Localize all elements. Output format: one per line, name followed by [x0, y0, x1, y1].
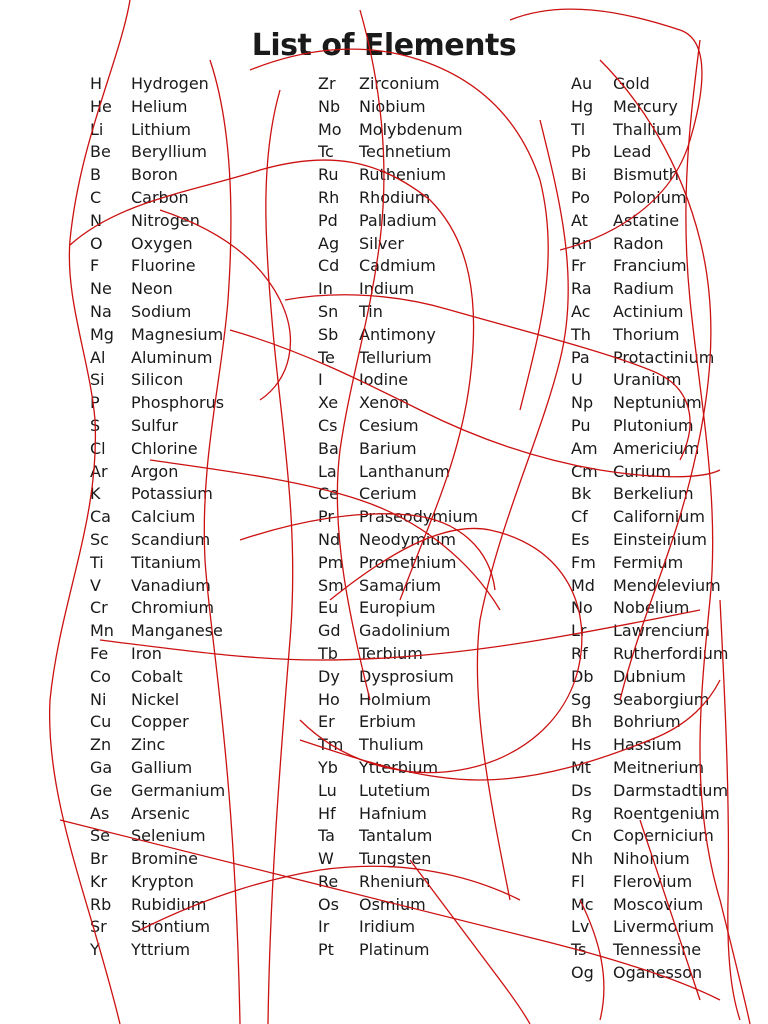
element-symbol: Rb	[90, 894, 112, 914]
element-symbol: Fl	[571, 871, 585, 891]
element-name: Lanthanum	[359, 461, 450, 481]
element-name: Krypton	[131, 871, 194, 891]
element-symbol: Tb	[318, 643, 338, 663]
element-name: Protactinium	[613, 347, 715, 367]
element-name: Uranium	[613, 370, 682, 390]
element-name: Californium	[613, 507, 705, 527]
element-symbol: Mo	[318, 119, 342, 139]
element-symbol: Au	[571, 74, 593, 93]
element-symbol: F	[90, 256, 100, 276]
element-symbol: Ac	[571, 301, 591, 321]
element-name: Chromium	[131, 598, 215, 618]
element-symbol: Bi	[571, 165, 587, 185]
element-name: Ytterbium	[359, 757, 439, 777]
element-name: Francium	[613, 256, 687, 276]
element-symbol: Be	[90, 142, 111, 162]
element-symbol: Mn	[90, 621, 114, 641]
element-name: Sulfur	[131, 415, 179, 435]
element-name: Helium	[131, 96, 188, 116]
element-name: Molybdenum	[359, 119, 463, 139]
element-symbol: Dy	[318, 666, 340, 686]
element-symbol: H	[90, 74, 103, 93]
element-symbol: Cl	[90, 438, 106, 458]
element-name: Astatine	[613, 210, 680, 230]
element-symbol: Mg	[90, 324, 114, 344]
element-name: Hydrogen	[131, 74, 209, 93]
element-symbol: Sr	[90, 917, 107, 937]
element-name: Carbon	[131, 187, 189, 207]
element-name: Manganese	[131, 621, 223, 641]
element-symbol: Cn	[571, 826, 593, 846]
element-symbol: V	[90, 575, 101, 595]
element-name: Erbium	[359, 712, 417, 732]
element-symbol: Ag	[318, 233, 340, 253]
element-name: Moscovium	[613, 894, 704, 914]
element-name: Bismuth	[613, 165, 679, 185]
element-name: Platinum	[359, 940, 430, 960]
element-name: Zirconium	[359, 74, 440, 93]
element-name: Oxygen	[131, 233, 193, 253]
element-name: Cerium	[359, 484, 417, 504]
element-name: Neodymium	[359, 529, 456, 549]
element-symbol: W	[318, 849, 334, 869]
element-name: Barium	[359, 438, 417, 458]
element-symbol: Tc	[318, 142, 334, 162]
element-name: Europium	[359, 598, 436, 618]
element-symbol: Th	[571, 324, 591, 344]
element-symbol: Sg	[571, 689, 592, 709]
element-symbol: Si	[90, 370, 105, 390]
element-name: Sodium	[131, 301, 192, 321]
element-symbol: Ni	[90, 689, 107, 709]
element-symbol: Se	[90, 826, 110, 846]
element-symbol: Ds	[571, 780, 592, 800]
element-symbol: K	[90, 484, 101, 504]
element-name: Roentgenium	[613, 803, 720, 823]
element-symbol: Ga	[90, 757, 113, 777]
element-symbol: He	[90, 96, 112, 116]
element-symbol: Er	[318, 712, 335, 732]
element-symbol: Cs	[318, 415, 338, 435]
element-symbol: I	[318, 370, 323, 390]
element-symbol: Kr	[90, 871, 108, 891]
element-name: Rubidium	[131, 894, 207, 914]
element-symbol: Ba	[318, 438, 339, 458]
element-symbol: Lr	[571, 621, 587, 641]
element-name: Potassium	[131, 484, 213, 504]
element-symbol: Ta	[318, 826, 335, 846]
element-symbol: Pt	[318, 940, 334, 960]
element-symbol: O	[90, 233, 103, 253]
element-symbol: S	[90, 415, 101, 435]
element-symbol: Na	[90, 301, 112, 321]
element-name: Tellurium	[359, 347, 432, 367]
element-name: Polonium	[613, 187, 687, 207]
element-name: Lutetium	[359, 780, 431, 800]
element-symbol: Co	[90, 666, 111, 686]
element-name: Copper	[131, 712, 189, 732]
element-name: Berkelium	[613, 484, 694, 504]
element-name: Mercury	[613, 96, 678, 116]
element-name: Dysprosium	[359, 666, 454, 686]
element-symbol: Eu	[318, 598, 339, 618]
element-name: Selenium	[131, 826, 206, 846]
element-name: Radium	[613, 279, 674, 299]
element-symbol: Zr	[318, 74, 336, 93]
element-name: Nihonium	[613, 849, 690, 869]
element-symbol: Rg	[571, 803, 593, 823]
element-name: Argon	[131, 461, 179, 481]
element-name: Strontium	[131, 917, 211, 937]
element-name: Arsenic	[131, 803, 191, 823]
element-name: Thorium	[613, 324, 680, 344]
element-name: Boron	[131, 165, 178, 185]
element-symbol: Pr	[318, 507, 334, 527]
element-symbol: Pu	[571, 415, 591, 435]
element-symbol: Mt	[571, 757, 592, 777]
element-name: Magnesium	[131, 324, 224, 344]
element-name: Radon	[613, 233, 664, 253]
element-symbol: Am	[571, 438, 598, 458]
element-symbol: Db	[571, 666, 594, 686]
element-symbol: Fr	[571, 256, 586, 276]
element-name: Vanadium	[131, 575, 211, 595]
element-symbol: Ar	[90, 461, 108, 481]
element-name: Einsteinium	[613, 529, 707, 549]
element-name: Osmium	[359, 894, 426, 914]
element-symbol: Al	[90, 347, 106, 367]
element-symbol: Ne	[90, 279, 112, 299]
element-symbol: Ra	[571, 279, 592, 299]
element-symbol: Ho	[318, 689, 340, 709]
element-name: Tennessine	[613, 940, 702, 960]
element-symbol: Gd	[318, 621, 341, 641]
element-symbol: In	[318, 279, 333, 299]
element-name: Lead	[613, 142, 652, 162]
element-symbol: U	[571, 370, 583, 390]
element-name: Fermium	[613, 552, 684, 572]
element-symbol: Hf	[318, 803, 336, 823]
element-name: Gallium	[131, 757, 193, 777]
element-name: Samarium	[359, 575, 442, 595]
element-name: Indium	[359, 279, 415, 299]
element-symbol: No	[571, 598, 593, 618]
element-symbol: Nh	[571, 849, 594, 869]
page-title: List of Elements	[251, 28, 517, 63]
element-symbol: Xe	[318, 393, 339, 413]
element-symbol: B	[90, 165, 101, 185]
element-symbol: Rf	[571, 643, 588, 663]
element-symbol: Sm	[318, 575, 344, 595]
element-symbol: N	[90, 210, 102, 230]
element-name: Lawrencium	[613, 621, 710, 641]
element-symbol: Yb	[318, 757, 338, 777]
element-symbol: Re	[318, 871, 339, 891]
element-name: Titanium	[131, 552, 202, 572]
element-name: Holmium	[359, 689, 432, 709]
element-symbol: Cu	[90, 712, 112, 732]
element-name: Curium	[613, 461, 672, 481]
element-symbol: Li	[90, 119, 104, 139]
element-name: Dubnium	[613, 666, 686, 686]
element-name: Meitnerium	[613, 757, 705, 777]
element-name: Praseodymium	[359, 507, 479, 527]
element-name: Bromine	[131, 849, 199, 869]
element-symbol: Sc	[90, 529, 109, 549]
element-name: Plutonium	[613, 415, 694, 435]
element-name: Fluorine	[131, 256, 196, 276]
element-symbol: Rh	[318, 187, 340, 207]
element-symbol: Mc	[571, 894, 594, 914]
element-name: Germanium	[131, 780, 226, 800]
element-name: Nickel	[131, 689, 180, 709]
element-symbol: Fm	[571, 552, 596, 572]
element-name: Calcium	[131, 507, 196, 527]
element-name: Palladium	[359, 210, 437, 230]
element-symbol: Pm	[318, 552, 344, 572]
element-name: Oganesson	[613, 963, 703, 983]
element-symbol: Cm	[571, 461, 598, 481]
element-symbol: C	[90, 187, 102, 207]
element-name: Livermorium	[613, 917, 715, 937]
element-symbol: Po	[571, 187, 590, 207]
element-name: Promethium	[359, 552, 457, 572]
element-name: Yttrium	[131, 940, 191, 960]
element-name: Americium	[613, 438, 700, 458]
element-name: Hafnium	[359, 803, 427, 823]
element-name: Thulium	[359, 735, 424, 755]
element-name: Zinc	[131, 735, 166, 755]
element-name: Seaborgium	[613, 689, 710, 709]
element-name: Flerovium	[613, 871, 693, 891]
element-name: Darmstadtium	[613, 780, 729, 800]
element-symbol: La	[318, 461, 337, 481]
element-name: Gold	[613, 74, 650, 93]
element-name: Iodine	[359, 370, 409, 390]
element-symbol: Np	[571, 393, 594, 413]
element-name: Rhodium	[359, 187, 431, 207]
element-symbol: Cr	[90, 598, 108, 618]
element-symbol: Cf	[571, 507, 588, 527]
element-symbol: Os	[318, 894, 339, 914]
element-name: Tungsten	[359, 849, 432, 869]
element-symbol: Sn	[318, 301, 339, 321]
element-name: Chlorine	[131, 438, 198, 458]
element-name: Lithium	[131, 119, 191, 139]
element-name: Iron	[131, 643, 162, 663]
element-symbol: Tm	[318, 735, 344, 755]
element-symbol: Hs	[571, 735, 592, 755]
element-symbol: Og	[571, 963, 594, 983]
element-symbol: Pa	[571, 347, 590, 367]
element-symbol: Lv	[571, 917, 590, 937]
element-symbol: Bh	[571, 712, 593, 732]
element-symbol: Sb	[318, 324, 339, 344]
element-name: Phosphorus	[131, 393, 225, 413]
element-name: Iridium	[359, 917, 416, 937]
element-symbol: Bk	[571, 484, 592, 504]
element-name: Cobalt	[131, 666, 183, 686]
element-name: Scandium	[131, 529, 211, 549]
element-name: Neon	[131, 279, 173, 299]
element-symbol: Y	[90, 940, 100, 960]
element-name: Tantalum	[359, 826, 433, 846]
element-symbol: Nb	[318, 96, 341, 116]
element-symbol: Ir	[318, 917, 330, 937]
element-name: Aluminum	[131, 347, 213, 367]
element-symbol: Lu	[318, 780, 337, 800]
scribble-stroke	[477, 120, 568, 900]
element-symbol: Hg	[571, 96, 594, 116]
element-symbol: As	[90, 803, 110, 823]
element-name: Beryllium	[131, 142, 207, 162]
element-name: Copernicium	[613, 826, 714, 846]
element-name: Actinium	[613, 301, 684, 321]
element-symbol: Ts	[571, 940, 587, 960]
element-symbol: Ce	[318, 484, 340, 504]
element-symbol: Md	[571, 575, 595, 595]
element-name: Rutherfordium	[613, 643, 729, 663]
element-symbol: Br	[90, 849, 108, 869]
scribble-stroke	[266, 90, 293, 1024]
element-symbol: Ti	[90, 552, 104, 572]
element-symbol: Pb	[571, 142, 591, 162]
element-name: Terbium	[359, 643, 423, 663]
element-symbol: Cd	[318, 256, 340, 276]
element-symbol: Es	[571, 529, 590, 549]
element-name: Cadmium	[359, 256, 436, 276]
element-symbol: Tl	[571, 119, 586, 139]
element-symbol: Nd	[318, 529, 341, 549]
element-name: Thallium	[613, 119, 682, 139]
element-name: Nitrogen	[131, 210, 200, 230]
element-name: Cesium	[359, 415, 419, 435]
element-symbol: Ge	[90, 780, 113, 800]
element-symbol: Pd	[318, 210, 338, 230]
element-name: Neptunium	[613, 393, 702, 413]
element-name: Technetium	[359, 142, 452, 162]
element-name: Ruthenium	[359, 165, 447, 185]
element-name: Antimony	[359, 324, 436, 344]
element-symbol: Ca	[90, 507, 111, 527]
element-symbol: Ru	[318, 165, 339, 185]
element-name: Bohrium	[613, 712, 681, 732]
element-name: Nobelium	[613, 598, 690, 618]
element-name: Silicon	[131, 370, 184, 390]
element-symbol: Rn	[571, 233, 593, 253]
element-symbol: P	[90, 393, 100, 413]
element-symbol: Te	[318, 347, 335, 367]
element-symbol: Zn	[90, 735, 112, 755]
element-name: Gadolinium	[359, 621, 451, 641]
element-name: Niobium	[359, 96, 426, 116]
element-name: Rhenium	[359, 871, 431, 891]
element-name: Hassium	[613, 735, 682, 755]
element-symbol: At	[571, 210, 588, 230]
element-name: Mendelevium	[613, 575, 721, 595]
element-name: Xenon	[359, 393, 410, 413]
element-symbol: Fe	[90, 643, 109, 663]
element-name: Tin	[359, 301, 383, 321]
element-name: Silver	[359, 233, 404, 253]
